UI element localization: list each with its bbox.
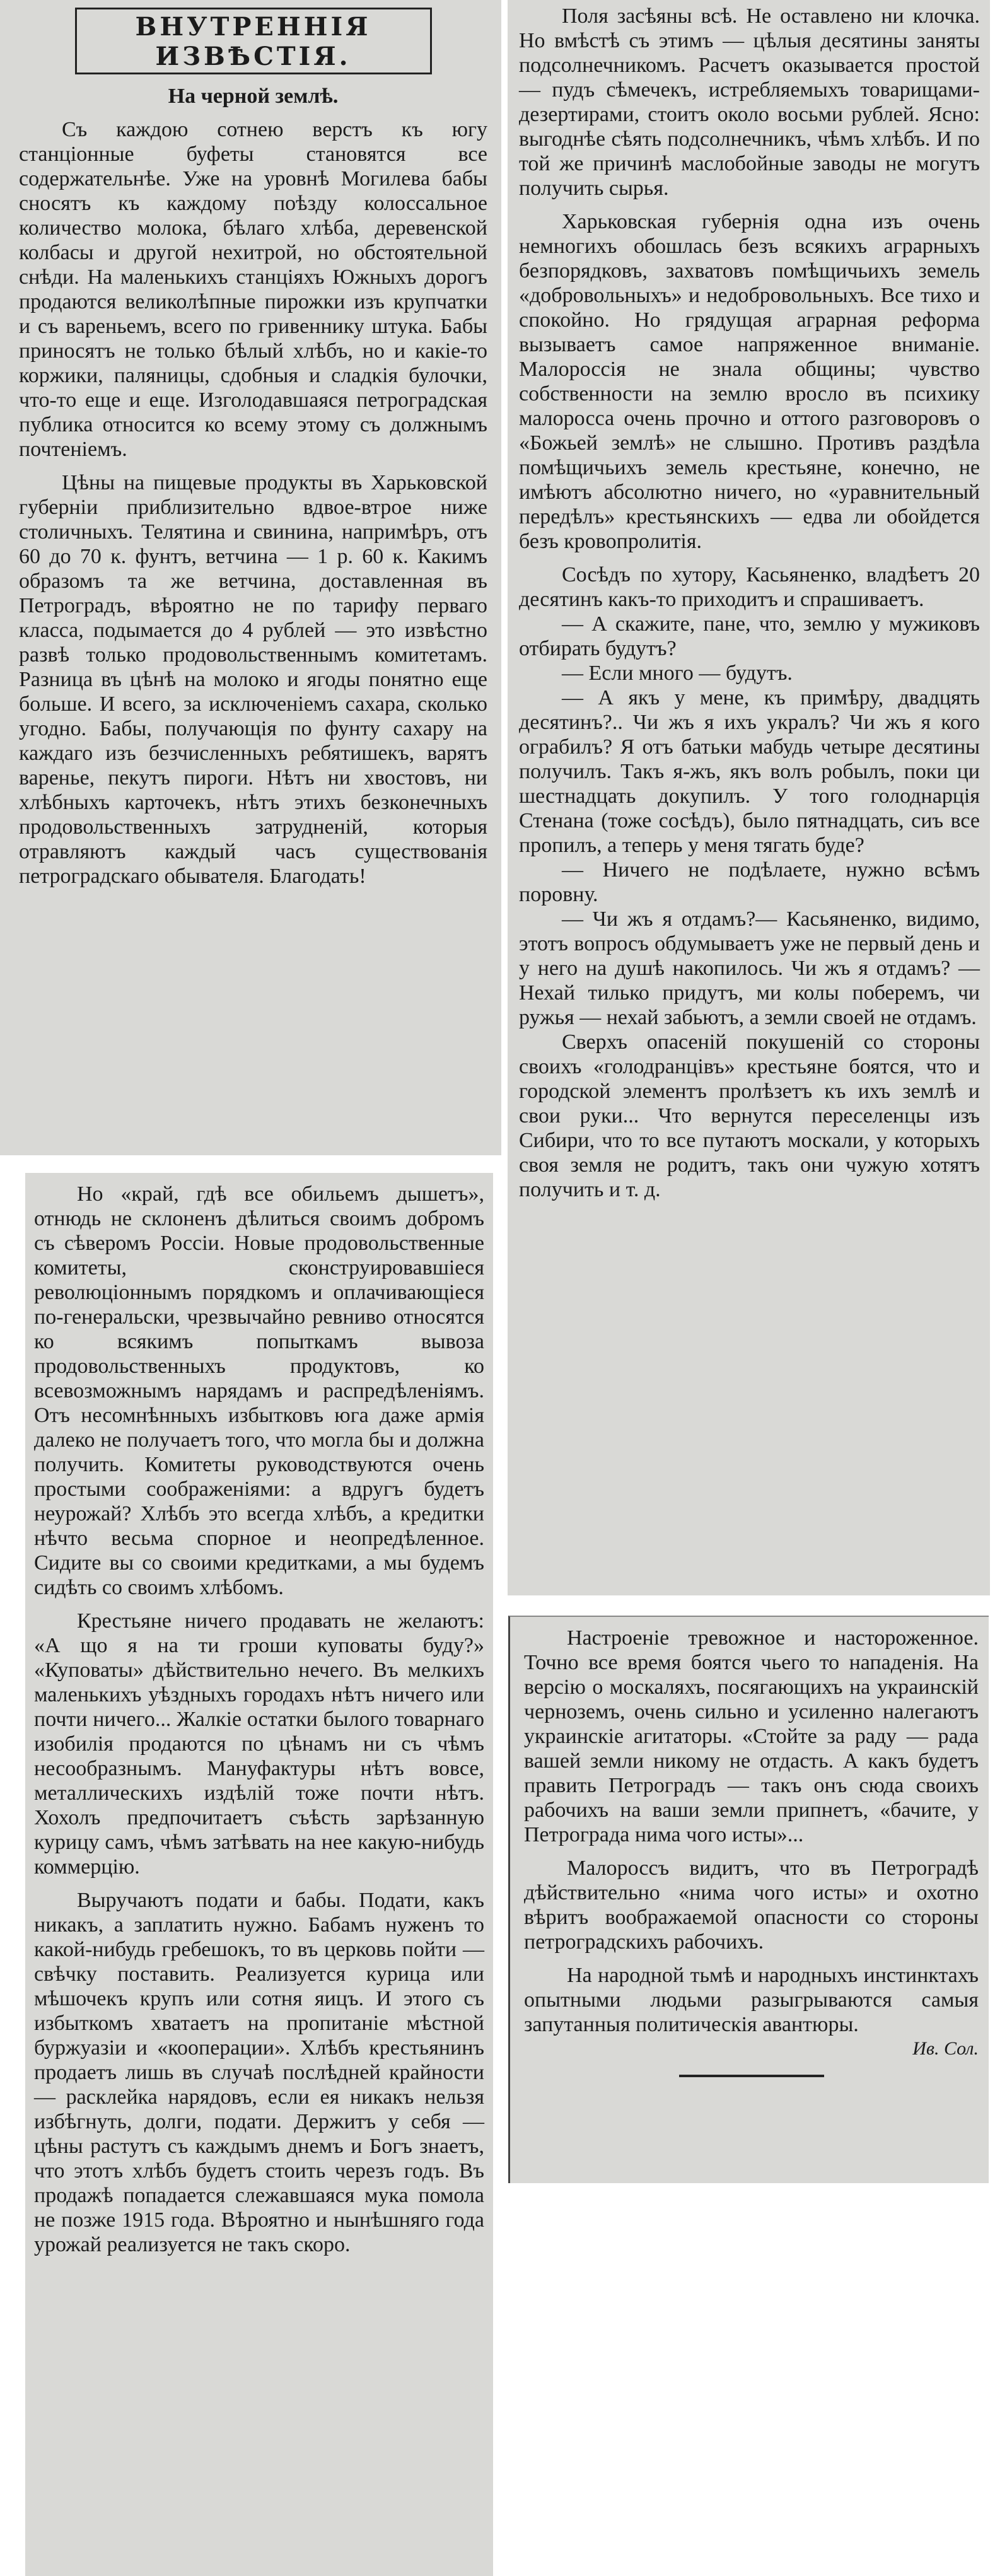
dialogue-line: — Ничего не подѣлаете, нужно всѣмъ поровну. [519,858,980,906]
dialogue-line: — А якъ у мене, къ примѣру, двадцять десятинъ?.. Чи жъ я ихъ укралъ? Чи жъ я кого ограбилъ? Я отъ батьки мабудь четыре десятины получилъ. Такъ я-жъ, якъ волъ робылъ, поки ци шестнадцать докупилъ. У того голоднарція Стенана (тоже сосѣдъ), было пятнадцать, сиъ все пропилъ, а теперь у меня тягать буде? [519,686,980,857]
article-clipping-top-right [508,0,990,1595]
section-heading-box [75,8,432,74]
paragraph: Поля засѣяны всѣ. Не оставлено ни клочка. Но вмѣстѣ съ этимъ — цѣлыя десятины заняты подсолнечникомъ. Расчетъ оказывается простой — пудъ сѣмечекъ, истребляемыхъ товарищами-дезертирами, стоитъ около восьми рублей. Ясно: выгоднѣе сѣять подсолнечникъ, чѣмъ хлѣбъ. И по той же причинѣ маслобойные заводы не могутъ получить сырья. [519,4,980,200]
article-clipping-bottom-right [508,1616,989,2183]
paragraph: Малороссъ видитъ, что въ Петроградѣ дѣйствительно «нима чого исты» и охотно вѣритъ воображаемой опасности со стороны петроградскихъ рабочихъ. [524,1856,979,1954]
author-signature: Ив. Сол. [912,2038,979,2059]
paragraph: Сосѣдъ по хутору, Касьяненко, владѣетъ 20 десятинъ какъ-то приходитъ и спрашиваетъ. [519,563,980,611]
end-rule [679,2075,824,2077]
paragraph: Настроеніе тревожное и настороженное. Точно все время боятся чьего то нападенія. На версію о москаляхъ, посягающихъ на украинскій черноземъ, очень сильно и усиленно налегаютъ украинскіе агитаторы. «Стойте за раду — рада вашей земли никому не отдасть. А какъ будетъ править Петроградъ — такъ онъ сюда своихъ рабочихъ на ваши земли припнетъ, «бачите, у Петрограда нима чого исты»... [524,1626,979,1846]
paragraph: Харьковская губернія одна изъ очень немногихъ обошлась безъ всякихъ аграрныхъ безпорядковъ, захватовъ помѣщичьихъ земель «добровольныхъ» и недобровольныхъ. Все тихо и спокойно. Но грядущая аграрная реформа вызываетъ самое напряженное вниманіе. Малороссія не знала общины; чувство собственности на землю вросло въ психику малоросса очень прочно и оттого разговоровъ о «Божьей землѣ» не слышно. Противъ раздѣла помѣщичьихъ земель крестьяне, конечно, не имѣютъ абсолютно ничего, но «уравнительный передѣлъ» крестьянскихъ — едва ли обойдется безъ кровопролитія. [519,210,980,553]
dialogue-line: — А скажите, пане, что, землю у мужиковъ отбирать будутъ? [519,612,980,660]
paragraph: Но «край, гдѣ все обильемъ дышетъ», отнюдь не склоненъ дѣлиться своимъ добромъ съ сѣверомъ Россіи. Новые продовольственные комитеты, сконструировавшіеся революціоннымъ порядкомъ и оплачивающіеся по-генеральски, чрезвычайно ревниво относятся ко всякимъ попыткамъ вывоза продовольственныхъ продуктовъ, ко всевозможнымъ нарядамъ и распредѣленіямъ. Отъ несомнѣнныхъ избытковъ юга даже армія далеко не получаетъ того, что могла бы и должна получить. Комитеты руководствуются очень простыми соображеніями: а вдругъ будетъ неурожай? Хлѣбъ это всегда хлѣбъ, а кредитки нѣчто весьма спорное и неопредѣленное. Сидите вы со своими кредитками, а мы будемъ сидѣть со своимъ хлѣбомъ. [34,1182,484,1599]
paragraph: На народной тьмѣ и народныхъ инстинктахъ опытными людьми разыгрываются самыя запутанныя политическія авантюры. [524,1964,979,2036]
paragraph: Крестьяне ничего продавать не желаютъ: «А що я на ти гроши куповаты буду?» «Куповаты» дѣйствительно нечего. Въ мелкихъ маленькихъ уѣздныхъ городахъ нѣтъ ничего или почти ничего... Жалкіе остатки былого товарнаго изобилія продаются по цѣнамъ ни съ чѣмъ несообразнымъ. Мануфактуры нѣтъ вовсе, металлическихъ издѣлій тоже почти нѣтъ. Хохолъ предпочитаетъ съѣсть зарѣзанную курицу самъ, чѣмъ затѣвать на нее какую-нибудь коммерцію. [34,1609,484,1879]
paragraph: Сверхъ опасеній покушеній со стороны своихъ «голодранцівъ» крестьяне боятся, что и городской элементъ пролѣзетъ къ ихъ землѣ и свои руки... Что вернутся переселенцы изъ Сибири, что то все путаютъ москали, у которыхъ своя земля не родитъ, такъ они чужую хотятъ получить и т. д. [519,1030,980,1201]
paragraph: Съ каждою сотнею верстъ къ югу станціонные буфеты становятся все содержательнѣе. Уже на уровнѣ Могилева бабы сносятъ къ каждому поѣзду колоссальное количество молока, бѣлаго хлѣба, деревенской колбасы и другой нехитрой, но обстоятельной снѣди. На маленькихъ станціяхъ Южныхъ дорогъ продаются великолѣпные пирожки изъ крупчатки и съ вареньемъ, всего по гривеннику штука. Бабы приносятъ не только бѣлый хлѣбъ, но и какіе-то коржики, паляницы, сдобныя и сладкія булочки, что-то еще и еще. Изголодавшаяся петроградская публика относится ко всему этому съ должнымъ почтеніемъ. [19,118,487,461]
paragraph: Выручаютъ подати и бабы. Подати, какъ никакъ, а заплатить нужно. Бабамъ нуженъ то какой-нибудь гребешокъ, то въ церковь пойти — свѣчку поставить. Реализуется курица или мѣшочекъ крупъ или сотня яицъ. И этого съ избыткомъ хватаетъ на пропитаніе мѣстной буржуазіи и «кооперации». Хлѣбъ крестьянинъ продаетъ лишь въ случаѣ послѣдней крайности — расклейка нарядовъ, если ея никакъ нельзя избѣгнуть, долги, подати. Держитъ у себя — цѣны растутъ съ каждымъ днемъ и Богъ знаетъ, что этотъ хлѣбъ будетъ стоить черезъ годъ. Въ продажѣ попадается слежавшаяся мука помола не позже 1915 года. Вѣроятно и нынѣшняго года урожай реализуется не такъ скоро. [34,1889,484,2256]
article-clipping-top-left [0,0,501,1155]
paragraph: Цѣны на пищевые продукты въ Харьковской губерніи приблизительно вдвое-втрое ниже столичныхъ. Телятина и свинина, напримѣръ, отъ 60 до 70 к. фунтъ, ветчина — 1 р. 60 к. Какимъ образомъ та же ветчина, доставленная въ Петроградъ, вѣроятно не по тарифу перваго класса, подымается до 4 рублей — это извѣстно развѣ только продовольственнымъ комитетамъ. Разница въ цѣнѣ на молоко и ягоды понятно еще больше. И всего, за исключеніемъ сахара, сколько угодно. Бабы, получающія по фунту сахару на каждаго изъ безчисленныхъ ребятишекъ, варятъ варенье, пекутъ пироги. Нѣтъ ни хвостовъ, ни хлѣбныхъ карточекъ, нѣтъ этихъ безконечныхъ продовольственныхъ затрудненій, которыя отравляютъ каждый часъ существованія петроградскаго обывателя. Благодать! [19,471,487,888]
dialogue-line: — Если много — будутъ. [562,661,793,685]
section-heading: ВНУТРЕННІЯ ИЗВѢСТІЯ. [135,12,371,71]
article-clipping-bottom-left [25,1173,493,2576]
article-title: На черной землѣ. [168,85,339,108]
dialogue-line: — Чи жъ я отдамъ?— Касьяненко, видимо, этотъ вопросъ обдумываетъ уже не первый день и у него на душѣ накопилось. Чи жъ я отдамъ? — Нехай тилько придутъ, ми колы поберемъ, чи ружья — нехай забьютъ, а земли своей не отдамъ. [519,907,980,1029]
